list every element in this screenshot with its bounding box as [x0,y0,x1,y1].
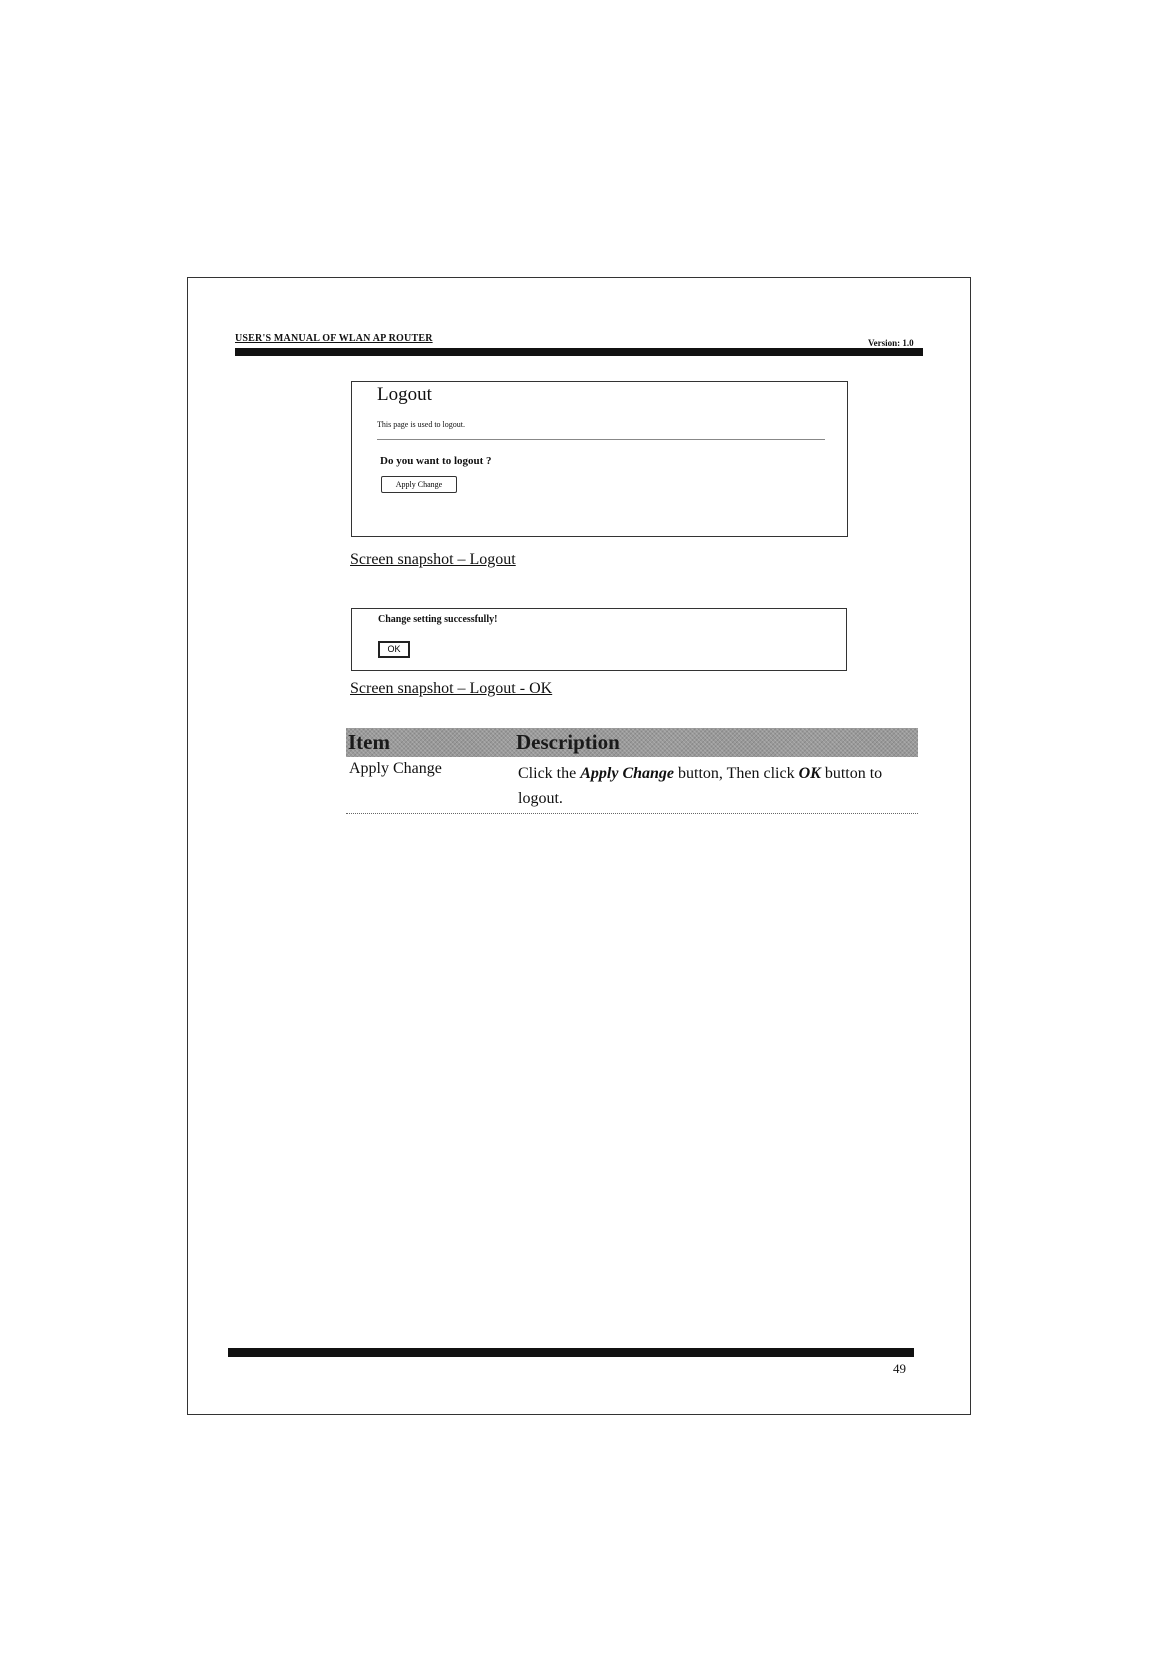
page-number: 49 [893,1361,906,1376]
row-item: Apply Change [349,760,442,777]
logout-question: Do you want to logout ? [380,455,492,467]
footer-rule [228,1348,914,1357]
success-message: Change setting successfully! [378,614,498,625]
logout-divider [377,439,825,440]
desc-ok: OK [798,765,821,782]
logout-subtitle: This page is used to logout. [377,420,465,429]
header-description: Description [516,730,620,754]
desc-text-prefix: Click the [518,765,581,782]
ok-button[interactable]: OK [378,641,410,658]
row-description [518,761,918,811]
manual-title: USER'S MANUAL OF WLAN AP ROUTER [235,333,433,344]
table-header [346,728,918,757]
header-rule [235,348,923,356]
desc-text-mid: button, Then click [674,765,799,782]
header-item: Item [348,730,390,754]
logout-title: Logout [377,384,432,405]
ok-screenshot [351,608,847,671]
desc-text-suffix: button to logout. [518,765,883,807]
ok-caption: Screen snapshot – Logout - OK [350,680,553,697]
desc-apply-change: Apply Change [580,765,675,782]
apply-change-button[interactable]: Apply Change [381,476,457,493]
logout-screenshot [351,381,848,537]
table-bottom-rule [346,813,918,814]
logout-caption: Screen snapshot – Logout [350,551,516,568]
version-label: Version: 1.0 [868,338,914,348]
